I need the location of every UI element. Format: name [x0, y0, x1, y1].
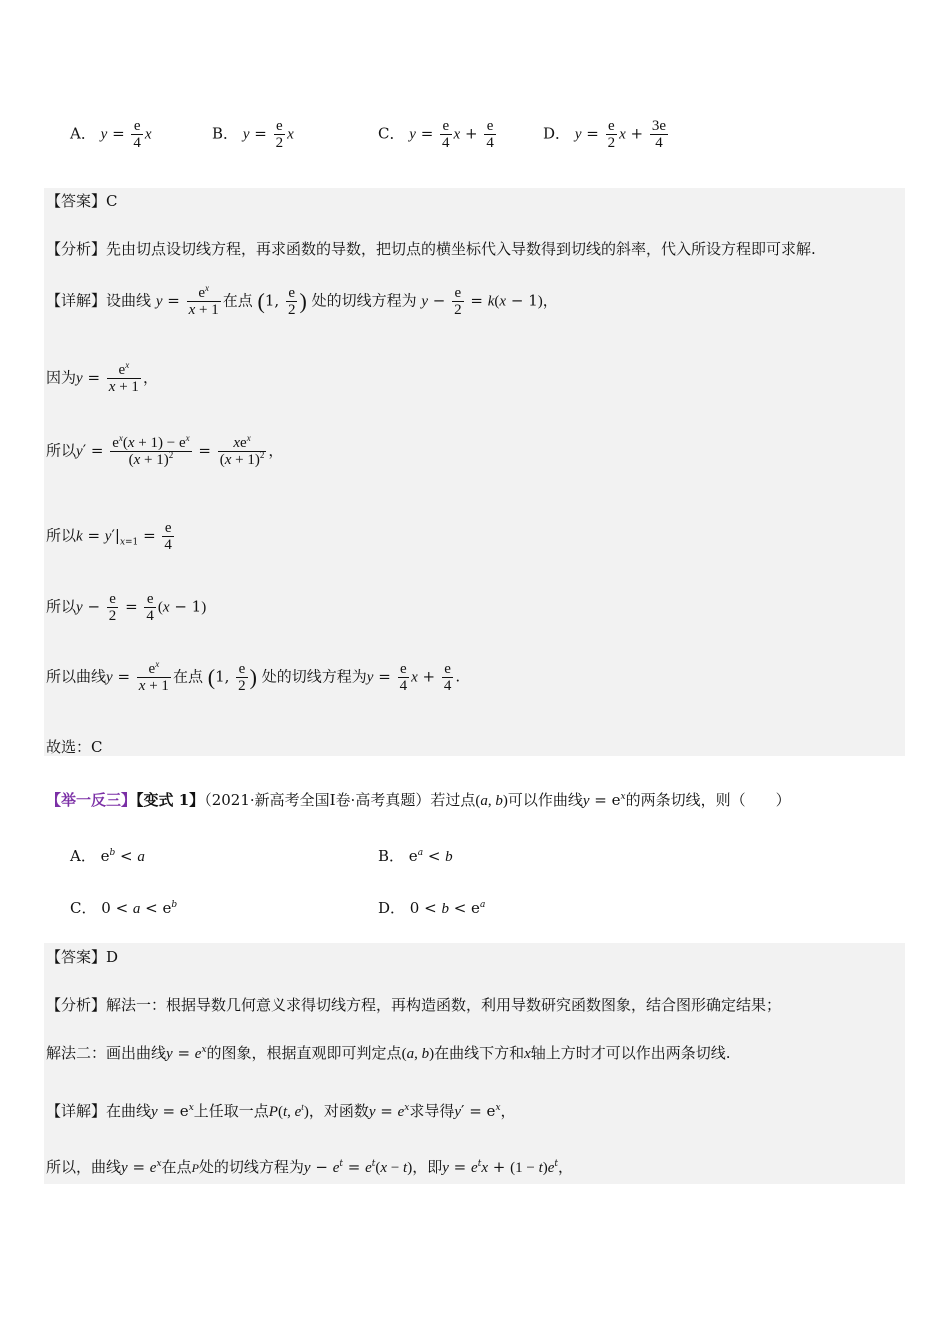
q1-detail-line5: 所以y − $\frac{e}{2}$ = $\frac{e}{4}$ (x − 1) [46, 591, 207, 624]
option-c: C． y = $\frac{e}{4}$ x + $\frac{e}{4}$ [378, 118, 494, 151]
q1-detail-line3: 所以y′ = $\frac{e^x(x + 1) - e^x}{(x + 1)^2}$ = $\frac{xe^x}{(x + 1)^2}$ ， [46, 433, 284, 468]
q1-answer: 【答案】C [46, 192, 118, 210]
q2-option-d: D． $0 < b < e^a$ [378, 899, 486, 917]
q2-solution-block [44, 943, 905, 1184]
option-d: D． y = $\frac{e}{2}$ x + $\frac{3e}{4}$ [543, 118, 667, 151]
q2-analysis-1: 【分析】解法一：根据导数几何意义求得切线方程，再构造函数，利用导数研究函数图象，结合图形确定结果； [46, 996, 782, 1014]
q2-option-c: C． $0 < a < e^b$ [70, 899, 178, 917]
q2-detail-line1: 【详解】在曲线$y = e^x$上任取一点P(t, $e^t$)，对函数$y = e^x$求导得$y' = e^x$， [46, 1102, 516, 1120]
q2-detail-line2: 所以，曲线$y = e^x$在点P处的切线方程为$y - e^t = e^t(x - t)$，即$y = e^tx + (1 - t)e^t$， [46, 1158, 574, 1176]
q1-analysis: 【分析】先由切点设切线方程，再求函数的导数，把切点的横坐标代入导数得到切线的斜率，代入所设方程即可求解. [46, 240, 816, 258]
q2-option-b: B． $e^a < b$ [378, 847, 453, 865]
q2-option-a: A． $e^b < a$ [70, 847, 145, 865]
q1-choose: 故选：C [46, 738, 103, 756]
q1-detail-line6: 所以曲线y = $\frac{e^x}{x + 1}$ 在点 (1, $\frac{e}{2}$ ) 处的切线方程为y = $\frac{e}{4}$ x + $\frac{e}{4}$ . [46, 659, 461, 694]
q1-detail-line2: 因为y = $\frac{e^x}{x + 1}$ ， [46, 360, 158, 395]
q1-detail-line1-full: 【详解】设曲线 y = $\frac{e^x}{x + 1}$ 在点 (1, $\frac{e}{2}$ ) 处的切线方程为 y − $\frac{e}{2}$ = k(x − 1)， [46, 283, 558, 318]
option-a: A． y = $\frac{e}{4}$ x [70, 118, 152, 151]
q2-stem: 【举一反三】【变式 1】（2021·新高考全国Ⅰ卷·高考真题）若过点(a, b)可以作曲线$y = e^x$的两条切线，则（ ） [46, 791, 791, 809]
q2-analysis-2: 解法二：画出曲线$y = e^x$的图象，根据直观即可判定点(a, b)在曲线下方和x轴上方时才可以作出两条切线. [46, 1044, 731, 1062]
q2-answer: 【答案】D [46, 948, 119, 966]
option-b: B． y = $\frac{e}{2}$ x [212, 118, 294, 151]
q1-detail-line4: 所以$k = y'|_{x=1}$ = $\frac{e}{4}$ [46, 520, 172, 553]
